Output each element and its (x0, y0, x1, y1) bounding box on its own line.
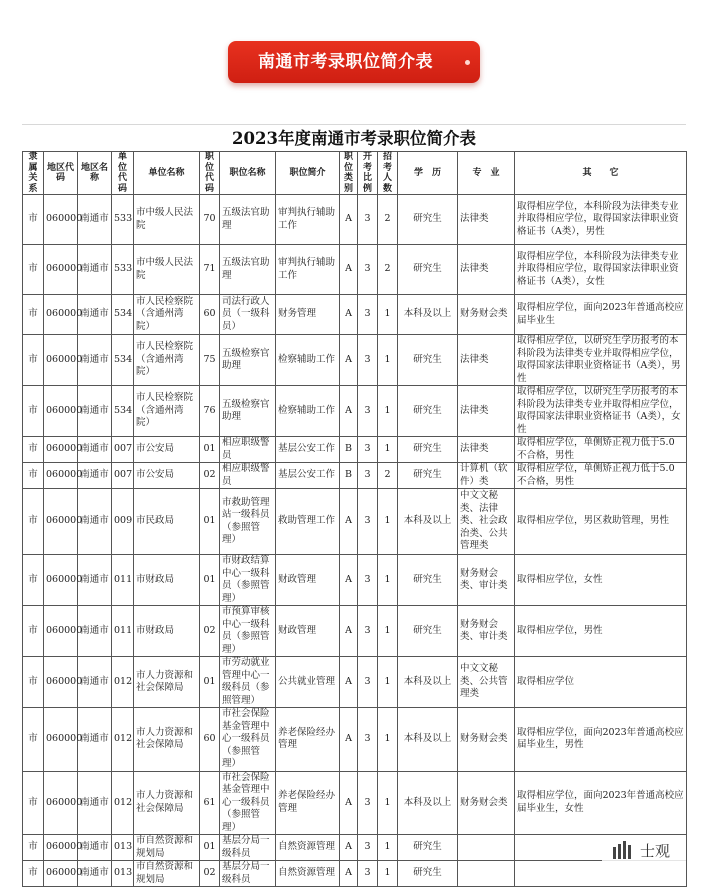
table-row (23, 657, 687, 708)
table-cell: 财务管理 (276, 295, 340, 335)
table-cell: 1 (378, 606, 398, 657)
table-cell: 70 (200, 195, 220, 245)
table-cell: 研究生 (398, 335, 458, 386)
table-cell: 市公安局 (134, 463, 200, 489)
table-cell: A (340, 771, 358, 835)
table-cell: 060000 (44, 489, 78, 555)
table-cell: 3 (358, 195, 378, 245)
table-cell: 1 (378, 489, 398, 555)
table-cell: 市人力资源和社会保障局 (134, 657, 200, 708)
table-cell: 取得相应学位 (515, 657, 687, 708)
table-cell: 研究生 (398, 195, 458, 245)
table-cell: 检察辅助工作 (276, 335, 340, 386)
table-cell: 救助管理工作 (276, 489, 340, 555)
column-header: 单位代码 (112, 152, 134, 195)
table-cell: A (340, 835, 358, 861)
table-cell: 基层公安工作 (276, 437, 340, 463)
table-cell: 1 (378, 657, 398, 708)
table-cell: 75 (200, 335, 220, 386)
table-cell: 市 (23, 657, 44, 708)
table-cell: 060000 (44, 657, 78, 708)
table-cell: 011 (112, 606, 134, 657)
watermark-text: 士观 (640, 842, 671, 860)
table-cell: 060000 (44, 437, 78, 463)
table-row (23, 606, 687, 657)
table-cell: 取得相应学位，单侧矫正视力低于5.0不合格，男性 (515, 463, 687, 489)
table-cell: 533 (112, 245, 134, 295)
column-header: 职位代码 (200, 152, 220, 195)
table-cell: 本科及以上 (398, 657, 458, 708)
table-cell: 本科及以上 (398, 489, 458, 555)
table-cell: 3 (358, 606, 378, 657)
table-cell: 市 (23, 295, 44, 335)
table-cell: A (340, 708, 358, 772)
table-cell: 南通市 (78, 195, 112, 245)
table-cell: 060000 (44, 835, 78, 861)
banner-title: 南通市考录职位简介表 (258, 52, 433, 72)
table-cell: 基层公安工作 (276, 463, 340, 489)
table-cell: 审判执行辅助工作 (276, 195, 340, 245)
table-cell: 五级检察官助理 (220, 335, 276, 386)
table-cell: A (340, 195, 358, 245)
column-header: 职位简介 (276, 152, 340, 195)
table-cell: 市财政结算中心一级科员（参照管理） (220, 555, 276, 606)
table-cell: 1 (378, 708, 398, 772)
table-cell: 相应职级警员 (220, 437, 276, 463)
table-cell: 南通市 (78, 245, 112, 295)
table-cell: 市 (23, 437, 44, 463)
table-body (23, 195, 687, 887)
table-cell: 3 (358, 295, 378, 335)
table-cell: 检察辅助工作 (276, 386, 340, 437)
table-cell: B (340, 463, 358, 489)
table-cell: 1 (378, 386, 398, 437)
table-cell: 取得相应学位，本科阶段为法律类专业并取得相应学位，取得国家法律职业资格证书（A类），女性 (515, 245, 687, 295)
table-row (23, 195, 687, 245)
table-cell: 1 (378, 437, 398, 463)
table-cell: 司法行政人员（一级科员） (220, 295, 276, 335)
table-cell: 研究生 (398, 386, 458, 437)
table-cell: 060000 (44, 245, 78, 295)
table-cell: A (340, 295, 358, 335)
table-cell: 060000 (44, 386, 78, 437)
table-cell: 534 (112, 295, 134, 335)
table-cell: 1 (378, 335, 398, 386)
header-row (23, 152, 687, 195)
table-cell: 中文文秘类、公共管理类 (458, 657, 515, 708)
table-cell: 养老保险经办管理 (276, 771, 340, 835)
table-cell: 基层分局一级科员 (220, 835, 276, 861)
table-cell: 取得相应学位，面向2023年普通高校应届毕业生，男性 (515, 708, 687, 772)
table-cell: 市 (23, 195, 44, 245)
table-row (23, 386, 687, 437)
table-cell: 060000 (44, 555, 78, 606)
table-cell: 市 (23, 245, 44, 295)
table-row (23, 295, 687, 335)
table-row (23, 861, 687, 887)
document-sheet (22, 124, 686, 885)
table-cell: 南通市 (78, 489, 112, 555)
table-cell: 五级检察官助理 (220, 386, 276, 437)
table-cell: 060000 (44, 771, 78, 835)
column-header: 招考人数 (378, 152, 398, 195)
table-cell: 法律类 (458, 386, 515, 437)
table-cell: 市社会保险基金管理中心一级科员（参照管理） (220, 708, 276, 772)
table-cell: 取得相应学位，面向2023年普通高校应届毕业生 (515, 295, 687, 335)
table-cell: 取得相应学位，男性 (515, 606, 687, 657)
table-cell: 012 (112, 657, 134, 708)
table-cell: 五级法官助理 (220, 195, 276, 245)
table-cell: 市公安局 (134, 437, 200, 463)
table-cell: 市财政局 (134, 555, 200, 606)
table-cell: 市劳动就业管理中心一级科员（参照管理） (220, 657, 276, 708)
table-cell: 本科及以上 (398, 708, 458, 772)
table-cell: 相应职级警员 (220, 463, 276, 489)
table-cell: 012 (112, 771, 134, 835)
table-cell: 1 (378, 771, 398, 835)
table-cell: 取得相应学位，女性 (515, 555, 687, 606)
table-cell: 1 (378, 835, 398, 861)
table-cell: 市民政局 (134, 489, 200, 555)
table-cell: 审判执行辅助工作 (276, 245, 340, 295)
table-cell: 01 (200, 489, 220, 555)
table-cell: 533 (112, 195, 134, 245)
table-cell: 060000 (44, 861, 78, 887)
table-cell: 012 (112, 708, 134, 772)
table-cell (458, 861, 515, 887)
table-cell: 南通市 (78, 835, 112, 861)
column-header: 职位类别 (340, 152, 358, 195)
table-cell: 1 (378, 295, 398, 335)
table-cell: 1 (378, 555, 398, 606)
table-cell: 研究生 (398, 861, 458, 887)
table-cell: 3 (358, 555, 378, 606)
table-cell: 市预算审核中心一级科员（参照管理） (220, 606, 276, 657)
table-cell: 南通市 (78, 861, 112, 887)
table-cell: 财政管理 (276, 555, 340, 606)
table-cell: 060000 (44, 463, 78, 489)
table-cell: 法律类 (458, 195, 515, 245)
table-cell: 南通市 (78, 295, 112, 335)
table-cell: 534 (112, 386, 134, 437)
table-cell: 法律类 (458, 245, 515, 295)
banner-dot-icon (465, 60, 470, 65)
table-cell: A (340, 489, 358, 555)
table-cell: 取得相应学位，本科阶段为法律类专业并取得相应学位，取得国家法律职业资格证书（A类），男性 (515, 195, 687, 245)
table-cell: 01 (200, 657, 220, 708)
table-cell: 研究生 (398, 463, 458, 489)
table-cell: 五级法官助理 (220, 245, 276, 295)
column-header: 隶属关系 (23, 152, 44, 195)
table-cell: 60 (200, 295, 220, 335)
table-cell: A (340, 861, 358, 887)
table-cell: 本科及以上 (398, 295, 458, 335)
table-cell: 取得相应学位，单侧矫正视力低于5.0不合格，男性 (515, 437, 687, 463)
table-cell: 取得相应学位，以研究生学历报考的本科阶段为法律类专业并取得相应学位，取得国家法律职业资格证书（A类），男性 (515, 335, 687, 386)
table-cell: 基层分局一级科员 (220, 861, 276, 887)
table-cell: 财务财会类 (458, 771, 515, 835)
table-cell: 市救助管理站一级科员（参照管理） (220, 489, 276, 555)
table-cell: 取得相应学位，男区救助管理，男性 (515, 489, 687, 555)
table-cell: 009 (112, 489, 134, 555)
table-cell: 3 (358, 708, 378, 772)
table-cell: 2 (378, 195, 398, 245)
table-cell: 02 (200, 463, 220, 489)
table-cell: 3 (358, 386, 378, 437)
table-cell: 财务财会类 (458, 708, 515, 772)
table-cell: 财务财会类、审计类 (458, 555, 515, 606)
table-cell: 61 (200, 771, 220, 835)
table-cell: 060000 (44, 195, 78, 245)
table-row (23, 463, 687, 489)
table-cell: 研究生 (398, 245, 458, 295)
table-cell: 市人力资源和社会保障局 (134, 771, 200, 835)
column-header: 其 它 (515, 152, 687, 195)
table-cell: 市 (23, 861, 44, 887)
table-cell: 养老保险经办管理 (276, 708, 340, 772)
table-cell: 市社会保险基金管理中心一级科员（参照管理） (220, 771, 276, 835)
table-cell: 市 (23, 835, 44, 861)
table-cell: B (340, 437, 358, 463)
table-cell: A (340, 245, 358, 295)
table-cell: 财务财会类 (458, 295, 515, 335)
table-cell: 02 (200, 606, 220, 657)
table-cell: 01 (200, 835, 220, 861)
table-header (23, 152, 687, 195)
table-cell: 南通市 (78, 771, 112, 835)
table-cell: 取得相应学位，面向2023年普通高校应届毕业生，女性 (515, 771, 687, 835)
table-cell: 自然资源管理 (276, 861, 340, 887)
table-cell: 市人力资源和社会保障局 (134, 708, 200, 772)
table-cell: 060000 (44, 708, 78, 772)
column-header: 学 历 (398, 152, 458, 195)
table-cell: 研究生 (398, 835, 458, 861)
table-cell: 3 (358, 463, 378, 489)
table-cell: 法律类 (458, 335, 515, 386)
table-cell: 市中级人民法院 (134, 195, 200, 245)
table-cell: 3 (358, 335, 378, 386)
table-cell: 南通市 (78, 606, 112, 657)
table-cell: 本科及以上 (398, 771, 458, 835)
table-cell: 76 (200, 386, 220, 437)
table-cell: 市人民检察院（含通州湾院） (134, 335, 200, 386)
table-cell: 法律类 (458, 437, 515, 463)
column-header: 职位名称 (220, 152, 276, 195)
table-cell: 007 (112, 437, 134, 463)
table-cell: 534 (112, 335, 134, 386)
table-row (23, 771, 687, 835)
table-cell: 市 (23, 555, 44, 606)
table-cell: 南通市 (78, 463, 112, 489)
watermark (602, 835, 686, 865)
table-row (23, 335, 687, 386)
table-cell: 市自然资源和规划局 (134, 835, 200, 861)
table-cell: 060000 (44, 335, 78, 386)
bars-icon (612, 841, 634, 859)
table-cell: 2 (378, 463, 398, 489)
table-cell: A (340, 335, 358, 386)
table-cell: 取得相应学位，以研究生学历报考的本科阶段为法律类专业并取得相应学位，取得国家法律职业资格证书（A类），女性 (515, 386, 687, 437)
table-cell: 市 (23, 771, 44, 835)
table-cell: 研究生 (398, 606, 458, 657)
table-cell: 南通市 (78, 555, 112, 606)
table-cell: 02 (200, 861, 220, 887)
table-cell: A (340, 555, 358, 606)
table-cell: A (340, 386, 358, 437)
table-cell: 南通市 (78, 386, 112, 437)
table-cell: 研究生 (398, 555, 458, 606)
table-row (23, 708, 687, 772)
column-header: 专 业 (458, 152, 515, 195)
table-cell: 3 (358, 861, 378, 887)
table-cell: 财务财会类、审计类 (458, 606, 515, 657)
table-cell: 自然资源管理 (276, 835, 340, 861)
table-cell: 01 (200, 437, 220, 463)
table-cell: A (340, 606, 358, 657)
table-row (23, 245, 687, 295)
table-cell: 南通市 (78, 437, 112, 463)
table-cell: 3 (358, 245, 378, 295)
table-row (23, 835, 687, 861)
table-cell: 3 (358, 437, 378, 463)
document-title: 2023年度南通市考录职位简介表 (22, 124, 686, 151)
table-cell: 007 (112, 463, 134, 489)
table-cell: 市 (23, 463, 44, 489)
table-cell: 011 (112, 555, 134, 606)
positions-table (22, 151, 687, 887)
table-cell: 市人民检察院（含通州湾院） (134, 295, 200, 335)
column-header: 开考比例 (358, 152, 378, 195)
table-cell: 市财政局 (134, 606, 200, 657)
table-cell: 1 (378, 861, 398, 887)
table-cell: 南通市 (78, 657, 112, 708)
table-cell: 市 (23, 606, 44, 657)
table-cell: 3 (358, 657, 378, 708)
table-cell: A (340, 657, 358, 708)
table-cell: 2 (378, 245, 398, 295)
table-cell: 研究生 (398, 437, 458, 463)
table-cell: 3 (358, 835, 378, 861)
title-banner-button[interactable] (228, 41, 480, 83)
column-header: 单位名称 (134, 152, 200, 195)
table-cell: 市 (23, 489, 44, 555)
table-row (23, 437, 687, 463)
table-cell: 计算机（软件）类 (458, 463, 515, 489)
table-cell: 013 (112, 861, 134, 887)
table-cell: 60 (200, 708, 220, 772)
table-cell: 060000 (44, 606, 78, 657)
table-cell: 中文文秘类、法律类、社会政治类、公共管理类 (458, 489, 515, 555)
table-cell: 市 (23, 708, 44, 772)
table-cell: 71 (200, 245, 220, 295)
table-cell: 013 (112, 835, 134, 861)
table-cell: 060000 (44, 295, 78, 335)
table-cell (458, 835, 515, 861)
table-cell: 3 (358, 771, 378, 835)
table-cell: 南通市 (78, 708, 112, 772)
table-cell: 市 (23, 386, 44, 437)
table-cell: 市 (23, 335, 44, 386)
column-header: 地区代码 (44, 152, 78, 195)
table-cell: 市自然资源和规划局 (134, 861, 200, 887)
table-row (23, 555, 687, 606)
banner-area (0, 0, 704, 122)
table-cell: 3 (358, 489, 378, 555)
table-cell: 市中级人民法院 (134, 245, 200, 295)
table-cell: 市人民检察院（含通州湾院） (134, 386, 200, 437)
table-cell: 财政管理 (276, 606, 340, 657)
table-cell: 南通市 (78, 335, 112, 386)
table-cell: 公共就业管理 (276, 657, 340, 708)
table-row (23, 489, 687, 555)
table-cell: 01 (200, 555, 220, 606)
column-header: 地区名称 (78, 152, 112, 195)
